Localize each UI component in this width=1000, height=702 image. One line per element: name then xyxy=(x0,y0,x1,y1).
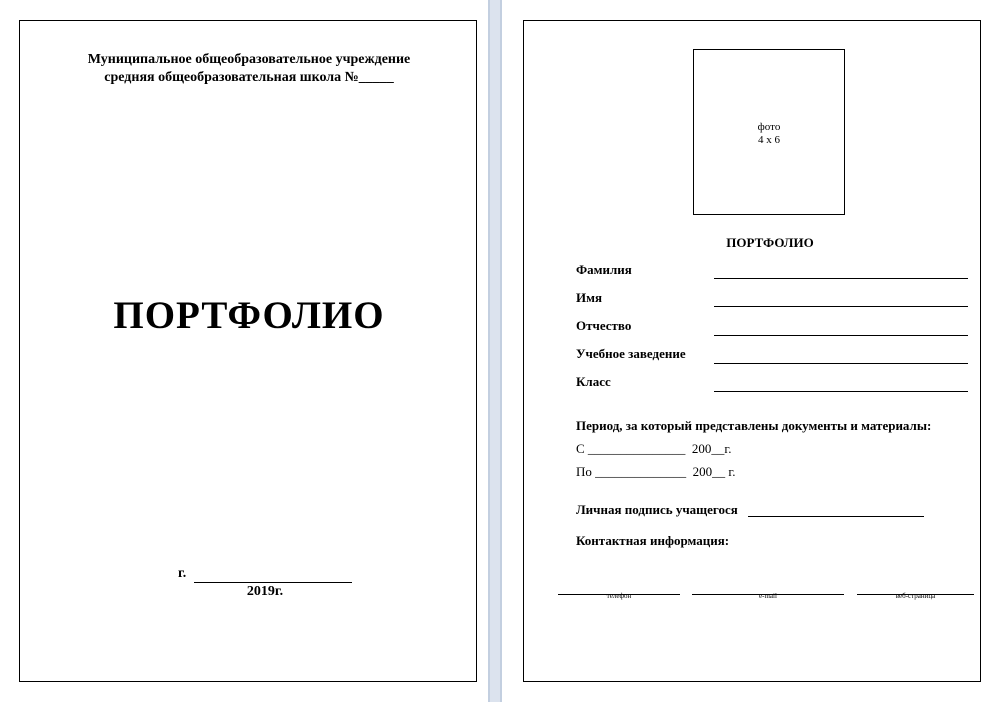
school-header xyxy=(20,51,478,87)
signature-line xyxy=(748,516,924,517)
photo-label-line-2: 4 х 6 xyxy=(758,134,780,146)
field-line-class xyxy=(714,391,968,392)
city-blank-line xyxy=(194,582,352,583)
cover-page xyxy=(19,20,477,682)
form-page xyxy=(523,20,981,682)
contact-caption-web: веб-страница xyxy=(895,592,936,600)
field-line-institution xyxy=(714,363,968,364)
photo-label-line-1: фото xyxy=(757,121,781,133)
period-to: По ______________ 200__ г. xyxy=(576,464,736,479)
cover-title: ПОРТФОЛИО xyxy=(113,294,385,337)
school-line-2: средняя общеобразовательная школа №_____ xyxy=(104,70,394,85)
contact-caption-email: e-mail xyxy=(759,592,777,600)
period-from: С _______________ 200__г. xyxy=(576,441,732,456)
field-line-name xyxy=(714,306,968,307)
photo-label xyxy=(693,121,845,147)
field-label-surname: Фамилия xyxy=(576,262,632,277)
field-line-surname xyxy=(714,278,968,279)
period-title: Период, за который представлены документы и материалы: xyxy=(576,418,932,433)
field-label-patronymic: Отчество xyxy=(576,318,632,333)
cover-year: 2019г. xyxy=(246,584,284,599)
city-prefix: г. xyxy=(178,566,187,581)
field-label-institution: Учебное заведение xyxy=(576,346,686,361)
field-label-class: Класс xyxy=(576,374,611,389)
form-title: ПОРТФОЛИО xyxy=(726,235,814,250)
field-line-patronymic xyxy=(714,335,968,336)
field-label-name: Имя xyxy=(576,290,602,305)
contact-title: Контактная информация: xyxy=(576,533,730,548)
contact-caption-phone: телефон xyxy=(606,592,632,600)
school-line-1: Муниципальное общеобразовательное учреждение xyxy=(87,52,411,67)
signature-label: Личная подпись учащегося xyxy=(576,502,738,517)
